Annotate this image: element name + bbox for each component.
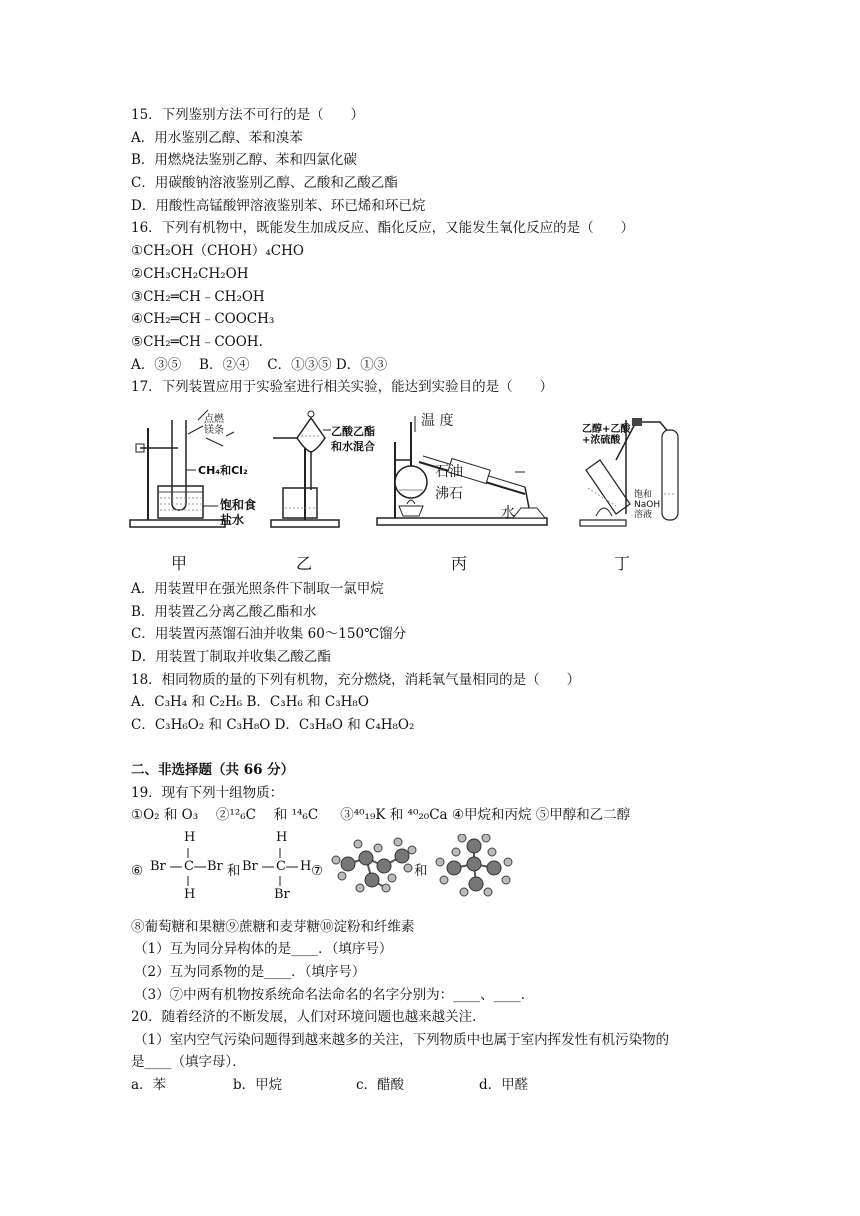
q19-sub2[interactable]: （2）互为同系物的是____．（填序号） (134, 964, 366, 980)
structure-dibromomethane-2 (242, 830, 322, 902)
s1-right: Br (207, 859, 223, 874)
bing-water-label: 水 (501, 505, 515, 521)
q17-option-d: D．用装置丁制取并收集乙酸乙酯 (131, 649, 331, 665)
s1-carbon: C (184, 859, 194, 874)
apparatus-label-bing: 丙 (451, 554, 468, 573)
ball-stick-model-2 (430, 834, 520, 902)
q20-choice-c: c．醋酸 (356, 1077, 405, 1093)
bing-oil-label: 石油 (435, 464, 463, 480)
q19-and-6: 和 (227, 863, 241, 879)
q15-option-c: C．用碳酸钠溶液鉴别乙醇、乙酸和乙酸乙酯 (131, 175, 398, 191)
section-heading: 二、非选择题（共 66 分） (131, 762, 295, 778)
q20-sub1-line2[interactable]: 是____（填字母）． (131, 1054, 246, 1070)
apparatus-yi-figure (265, 408, 375, 533)
q19-and-7: 和 (414, 863, 428, 879)
q16-item-5: ⑤CH₂═CH﹣COOH. (131, 334, 263, 350)
q19-sub1[interactable]: （1）互为同分异构体的是____．（填序号） (134, 941, 393, 957)
q15-option-b: B．用燃烧法鉴别乙醇、苯和四氯化碳 (131, 152, 357, 168)
s1-top: H (184, 830, 196, 845)
q16-item-4: ④CH₂═CH﹣COOCH₃ (131, 311, 275, 327)
ding-reagent-label: 乙醇+乙酸+浓硫酸 (582, 424, 631, 446)
apparatus-ding-figure (576, 410, 688, 532)
s2-left: Br (242, 859, 258, 874)
bing-temp-label: 温 度 (421, 413, 454, 429)
jia-liquid-label: 饱和食盐水 (220, 498, 257, 527)
q20-sub1-line1: （1）室内空气污染问题得到越来越多的关注，下列物质中也属于室内挥发性有机污染物的 (134, 1032, 670, 1048)
q19-row3: ⑧葡萄糖和果糖⑨蔗糖和麦芽糖⑩淀粉和纤维素 (131, 919, 415, 935)
apparatus-label-yi: 乙 (296, 554, 313, 573)
s1-bottom: H (184, 887, 196, 902)
q17-option-c: C．用装置丙蒸馏石油并收集 60～150℃馏分 (131, 626, 407, 642)
q15-option-a: A．用水鉴别乙醇、苯和溴苯 (131, 130, 303, 146)
s1-left: Br (150, 859, 166, 874)
ball-stick-model-1 (328, 834, 418, 902)
apparatus-label-ding: 丁 (614, 554, 631, 573)
jia-gas-label: CH₄和Cl₂ (198, 464, 248, 477)
q15-stem: 15．下列鉴别方法不可行的是（ ） (131, 107, 365, 123)
q20-stem: 20．随着经济的不断发展，人们对环境问题也越来越关注． (131, 1009, 486, 1025)
q16-stem: 16．下列有机物中，既能发生加成反应、酯化反应，又能发生氧化反应的是（ ） (131, 220, 635, 236)
s2-right: H (300, 859, 312, 874)
q16-answers: A．③⑤ B．②④ C．①③⑤ D．①③ (131, 357, 388, 373)
q18-options-row1: A．C₃H₄ 和 C₂H₆ B．C₃H₆ 和 C₃H₈O (131, 694, 369, 710)
ding-naoh-label: 饱和NaOH溶液 (634, 490, 661, 520)
q15-option-d: D．用酸性高锰酸钾溶液鉴别苯、环已烯和环已烷 (131, 198, 426, 214)
q16-item-1: ①CH₂OH（CHOH）₄CHO (131, 243, 304, 259)
q19-item6-number: ⑥ (131, 863, 144, 879)
q18-options-row2: C．C₃H₆O₂ 和 C₃H₈O D．C₃H₈O 和 C₄H₈O₂ (131, 717, 415, 733)
s2-carbon: C (276, 859, 286, 874)
apparatus-bing-figure (375, 412, 555, 533)
yi-mix-label: 乙酸乙酯和水混合 (331, 425, 375, 453)
q19-sub3[interactable]: （3）⑦中两有机物按系统命名法命名的名字分别为：____、____. (134, 987, 525, 1003)
s2-bottom: Br (274, 887, 290, 902)
q17-option-a: A．用装置甲在强光照条件下制取一氯甲烷 (131, 581, 384, 597)
q19-stem: 19．现有下列十组物质： (131, 785, 284, 801)
q19-item7-number: ⑦ (311, 863, 324, 879)
structure-dibromomethane-1 (150, 830, 230, 902)
q19-row1: ①O₂ 和 O₃ ②¹²₆C 和 ¹⁴₆C ③⁴⁰₁₉K 和 ⁴⁰₂₀Ca ④甲烷和丙烷 ⑤甲醇和乙二醇 (131, 807, 631, 823)
q20-choice-b: b．甲烷 (233, 1077, 283, 1093)
q18-stem: 18．相同物质的量的下列有机物，充分燃烧，消耗氧气量相同的是（ ） (131, 672, 581, 688)
q20-choice-a: a．苯 (131, 1077, 167, 1093)
q20-choice-d: d．甲醛 (479, 1077, 529, 1093)
apparatus-jia-figure (128, 408, 268, 533)
jia-light-label: 点燃镁条 (204, 414, 224, 436)
q17-stem: 17．下列装置应用于实验室进行相关实验，能达到实验目的是（ ） (131, 379, 554, 395)
bing-stone-label: 沸石 (435, 486, 463, 502)
q16-item-2: ②CH₃CH₂CH₂OH (131, 266, 249, 282)
s2-top: H (276, 830, 288, 845)
q17-option-b: B．用装置乙分离乙酸乙酯和水 (131, 604, 317, 620)
q16-item-3: ③CH₂═CH﹣CH₂OH (131, 289, 265, 305)
apparatus-label-jia: 甲 (171, 554, 188, 573)
